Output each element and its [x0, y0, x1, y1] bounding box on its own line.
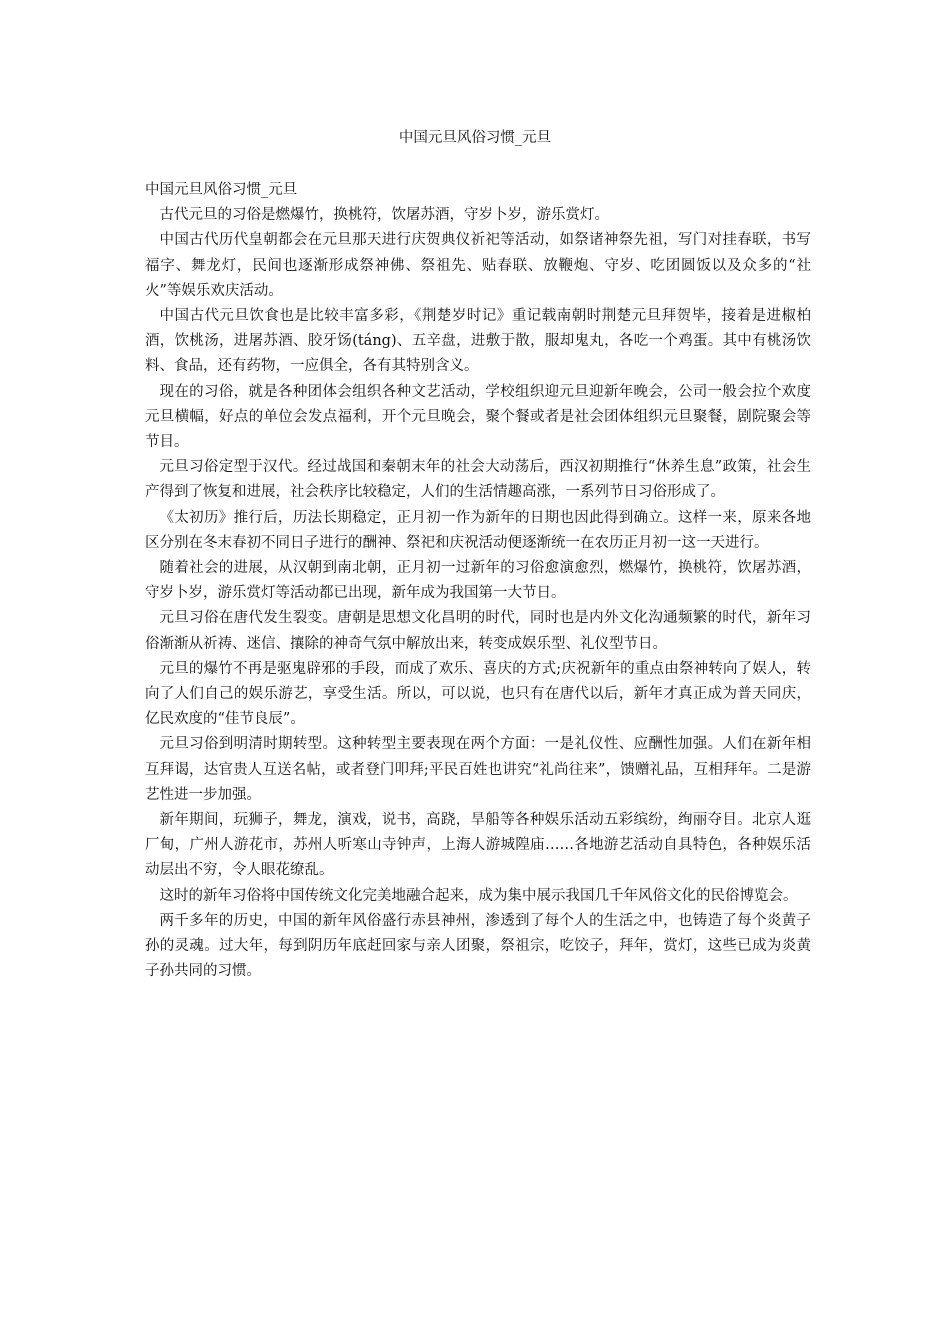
paragraph: 中国古代元旦饮食也是比较丰富多彩，《荆楚岁时记》重记载南朝时荆楚元旦拜贺毕，接着是进椒柏酒，饮桃汤，进屠苏酒、胶牙饧(táng)、五辛盘，进敷于散，服却鬼丸，各吃一个鸡蛋。其中有桃汤饮料、食品，还有药物，一应俱全，各有其特别含义。 — [145, 308, 811, 375]
paragraph: 两千多年的历史，中国的新年风俗盛行赤县神州，渗透到了每个人的生活之中，也铸造了每个炎黄子孙的灵魂。过大年，每到阴历年底赶回家与亲人团聚，祭祖宗，吃饺子，拜年，赏灯，这些已成为炎黄子孙共同的习惯。 — [145, 912, 811, 980]
paragraph: 元旦习俗定型于汉代。经过战国和秦朝末年的社会大动荡后，西汉初期推行“休养生息”政策，社会生产得到了恢复和进展，社会秩序比较稳定，人们的生活情趣高涨，一系列节日习俗形成了。 — [145, 459, 811, 501]
paragraph: 这时的新年习俗将中国传统文化完美地融合起来，成为集中展示我国几千年风俗文化的民俗博览会。 — [159, 887, 798, 904]
paragraph: 随着社会的进展，从汉朝到南北朝，正月初一过新年的习俗愈演愈烈，燃爆竹，换桃符，饮屠苏酒，守岁卜岁，游乐赏灯等活动都已出现，新年成为我国第一大节日。 — [145, 560, 811, 602]
paragraph: 中国古代历代皇朝都会在元旦那天进行庆贺典仪祈祀等活动，如祭诸神祭先祖，写门对挂春联，书写福字、舞龙灯，民间也逐渐形成祭神佛、祭祖先、贴春联、放鞭炮、守岁、吃团圆饭以及众多的“社火”等娱乐欢庆活动。 — [145, 232, 811, 299]
paragraph: 现在的习俗，就是各种团体会组织各种文艺活动，学校组织迎元旦迎新年晚会，公司一般会拉个欢度元旦横幅，好点的单位会发点福利，开个元旦晚会，聚个餐或者是社会团体组织元旦聚餐，剧院聚会等节目。 — [145, 383, 811, 451]
paragraph: 元旦习俗在唐代发生裂变。唐朝是思想文化昌明的时代，同时也是内外文化沟通频繁的时代，新年习俗渐渐从祈祷、迷信、攘除的神奇气氛中解放出来，转变成娱乐型、礼仪型节日。 — [145, 610, 811, 652]
document-title: 中国元旦风俗习惯_元旦 — [398, 130, 552, 146]
paragraph: 《太初历》推行后，历法长期稳定，正月初一作为新年的日期也因此得到确立。这样一来，原来各地区分别在冬末春初不同日子进行的酬神、祭祀和庆祝活动便逐渐统一在农历正月初一这一天进行。 — [145, 509, 811, 551]
paragraph: 古代元旦的习俗是燃爆竹，换桃符，饮屠苏酒，守岁卜岁，游乐赏灯。 — [159, 207, 609, 224]
paragraph: 新年期间，玩狮子，舞龙，演戏，说书，高跷，旱船等各种娱乐活动五彩缤纷，绚丽夺目。北京人逛厂甸，广州人游花市，苏州人听寒山寺钟声，上海人游城隍庙……各地游艺活动自具特色，各种娱乐活动层出不穷，令人眼花缭乱。 — [145, 812, 811, 879]
paragraph: 元旦的爆竹不再是驱鬼辟邪的手段，而成了欢乐、喜庆的方式;庆祝新年的重点由祭神转向了娱人，转向了人们自己的娱乐游艺，享受生活。所以，可以说，也只有在唐代以后，新年才真正成为普天同庆，亿民欢度的“佳节良辰”。 — [145, 660, 811, 728]
document-subtitle: 中国元旦风俗习惯_元旦 — [145, 182, 298, 198]
document-body — [145, 178, 811, 985]
paragraph: 元旦习俗到明清时期转型。这种转型主要表现在两个方面：一是礼仪性、应酬性加强。人们在新年相互拜谒，达官贵人互送名帖，或者登门叩拜;平民百姓也讲究“礼尚往来”，馈赠礼品，互相拜年。二是游艺性进一步加强。 — [145, 736, 811, 803]
